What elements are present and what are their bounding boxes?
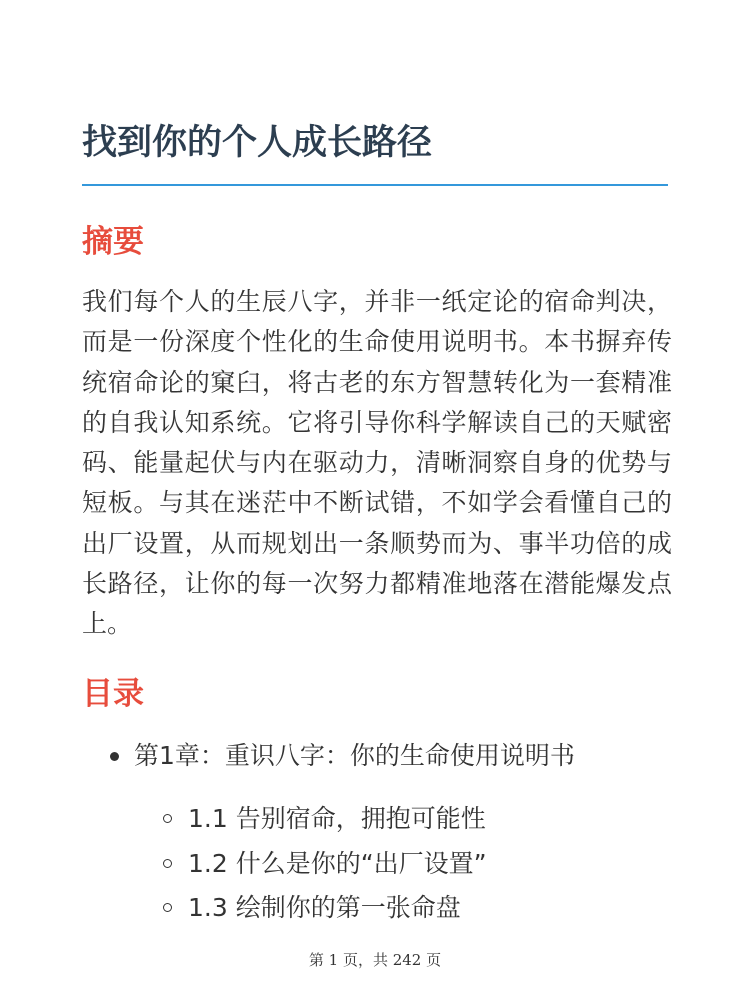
toc-section-label: 1.2 什么是你的“出厂设置” <box>188 848 487 878</box>
toc-chapter-label: 第1章：重识八字：你的生命使用说明书 <box>134 741 575 770</box>
bullet-circle-icon <box>163 903 172 912</box>
toc-heading: 目录 <box>82 676 144 712</box>
toc-section-label: 1.1 告别宿命，拥抱可能性 <box>188 804 486 833</box>
page-number-footer: 第 1 页，共 242 页 <box>308 951 442 969</box>
title-divider <box>82 184 668 186</box>
toc-section-1-2[interactable] <box>134 842 672 887</box>
abstract-body: 我们每个人的生辰八字，并非一纸定论的宿命判决，而是一份深度个性化的生命使用说明书。本书摒弃传统宿命论的窠臼，将古老的东方智慧转化为一套精准的自我认知系统。它将引导你科学解读自己的天赋密码、能量起伏与内在驱动力，清晰洞察自身的优势与短板。与其在迷茫中不断试错，不如学会看懂自己的出厂设置，从而规划出一条顺势而为、事半功倍的成长路径，让你的每一次努力都精准地落在潜能爆发点上。 <box>82 287 672 639</box>
document-title: 找到你的个人成长路径 <box>82 123 433 163</box>
toc-chapter-1-sections <box>134 797 672 931</box>
bullet-circle-icon <box>163 859 172 868</box>
table-of-contents <box>82 736 672 931</box>
abstract-heading: 摘要 <box>82 224 144 260</box>
bullet-circle-icon <box>163 814 172 823</box>
toc-chapter-1[interactable] <box>82 736 672 931</box>
toc-section-label: 1.3 绘制你的第一张命盘 <box>188 893 461 922</box>
toc-section-1-1[interactable] <box>134 797 672 842</box>
bullet-disc-icon <box>110 752 119 761</box>
toc-section-1-3[interactable] <box>134 886 672 931</box>
